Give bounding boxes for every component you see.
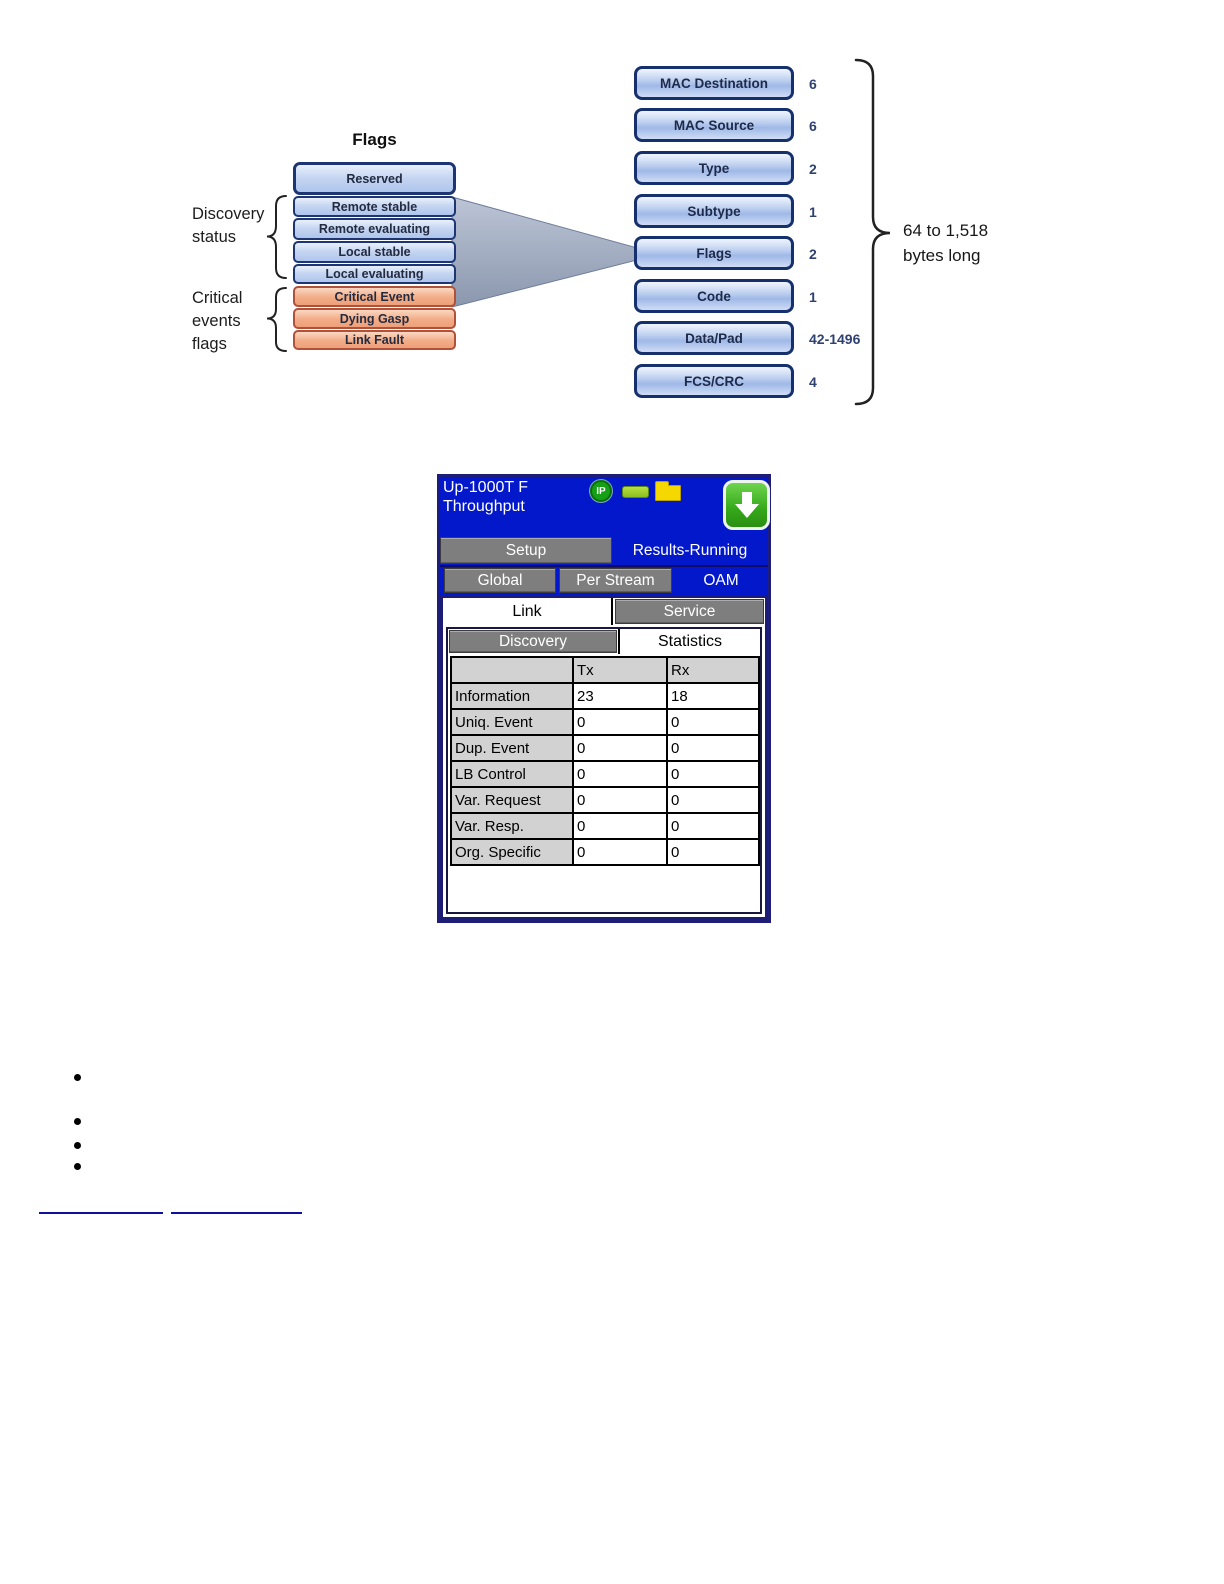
table-row	[451, 813, 759, 839]
tx-value: 0	[573, 787, 667, 813]
tab-link[interactable]: Link	[443, 598, 613, 625]
tab-setup[interactable]: Setup	[440, 537, 612, 564]
screen-title	[443, 478, 528, 516]
tx-value: 0	[573, 735, 667, 761]
critical-events-line1: Critical	[192, 289, 243, 307]
table-corner-cell	[451, 657, 573, 683]
field-size-fcs-crc: 4	[809, 374, 817, 390]
bullet-marker	[74, 1074, 81, 1081]
frame-length-line1: 64 to 1,518	[903, 221, 989, 240]
discovery-status-line2: status	[192, 228, 237, 246]
table-row	[451, 761, 759, 787]
device-screen	[437, 474, 771, 923]
field-size-mac-source: 6	[809, 118, 817, 134]
tab-service[interactable]: Service	[615, 599, 764, 624]
bullet-marker	[74, 1142, 81, 1149]
frame-length-brace	[856, 60, 890, 404]
tab-discovery[interactable]: Discovery	[449, 630, 617, 653]
rx-value: 0	[667, 839, 759, 865]
table-row	[451, 839, 759, 865]
bullet-marker	[74, 1163, 81, 1170]
download-arrow-button[interactable]	[723, 480, 770, 530]
column-header-tx: Tx	[573, 657, 667, 683]
frame-field-subtype: Subtype	[634, 194, 794, 228]
link-status-icon	[622, 486, 649, 498]
field-size-mac-destination: 6	[809, 76, 817, 92]
flag-box-reserved: Reserved	[293, 162, 456, 195]
critical-events-label	[192, 287, 242, 356]
frame-field-flags: Flags	[634, 236, 794, 270]
frame-length-line2: bytes long	[903, 246, 981, 265]
down-arrow-icon	[734, 491, 760, 519]
frame-field-code: Code	[634, 279, 794, 313]
field-size-data-pad: 42-1496	[809, 331, 861, 347]
tx-value: 0	[573, 813, 667, 839]
table-row	[451, 787, 759, 813]
tx-value: 0	[573, 709, 667, 735]
row-label: Dup. Event	[451, 735, 573, 761]
table-row	[451, 709, 759, 735]
flag-box-link-fault: Link Fault	[293, 330, 456, 350]
flags-expansion-connector	[452, 197, 641, 307]
oam-statistics-table	[450, 656, 760, 866]
frame-field-mac-destination: MAC Destination	[634, 66, 794, 100]
rx-value: 0	[667, 787, 759, 813]
tab-results-running[interactable]: Results-Running	[632, 542, 748, 559]
flag-box-remote-stable: Remote stable	[293, 196, 456, 217]
flag-box-local-evaluating: Local evaluating	[293, 264, 456, 284]
screen-title-line2: Throughput	[443, 498, 525, 515]
frame-field-data-pad: Data/Pad	[634, 321, 794, 355]
flag-box-critical-event: Critical Event	[293, 286, 456, 307]
rx-value: 18	[667, 683, 759, 709]
oam-content-panel	[440, 595, 768, 920]
row-label: LB Control	[451, 761, 573, 787]
footer-link-2[interactable]	[171, 1212, 302, 1214]
tab-global[interactable]: Global	[444, 568, 556, 593]
tab-oam[interactable]: OAM	[703, 572, 739, 589]
row-label: Uniq. Event	[451, 709, 573, 735]
flag-box-dying-gasp: Dying Gasp	[293, 308, 456, 329]
frame-diagram-connectors	[0, 0, 1224, 450]
column-header-rx: Rx	[667, 657, 759, 683]
critical-events-line2: events	[192, 312, 241, 330]
flag-box-remote-evaluating: Remote evaluating	[293, 218, 456, 240]
frame-field-type: Type	[634, 151, 794, 185]
critical-events-line3: flags	[192, 335, 227, 353]
discovery-status-line1: Discovery	[192, 205, 265, 223]
bullet-marker	[74, 1118, 81, 1125]
table-header-row	[451, 657, 759, 683]
tab-statistics[interactable]: Statistics	[618, 629, 760, 654]
field-size-code: 1	[809, 289, 817, 305]
tab-row-divider	[440, 565, 768, 567]
discovery-brace	[267, 196, 286, 278]
folder-icon	[655, 485, 681, 501]
row-label: Org. Specific	[451, 839, 573, 865]
field-size-flags: 2	[809, 246, 817, 262]
discovery-status-label	[192, 203, 264, 249]
frame-field-mac-source: MAC Source	[634, 108, 794, 142]
table-row	[451, 735, 759, 761]
field-size-type: 2	[809, 161, 817, 177]
rx-value: 0	[667, 735, 759, 761]
table-row	[451, 683, 759, 709]
tab-per-stream[interactable]: Per Stream	[559, 568, 672, 593]
row-label: Var. Request	[451, 787, 573, 813]
screen-title-line1: Up-1000T F	[443, 479, 529, 496]
tx-value: 0	[573, 839, 667, 865]
frame-field-fcs-crc: FCS/CRC	[634, 364, 794, 398]
link-content-panel	[446, 627, 762, 914]
ip-status-icon: IP	[590, 480, 612, 502]
tx-value: 23	[573, 683, 667, 709]
frame-length-note	[903, 218, 988, 268]
field-size-subtype: 1	[809, 204, 817, 220]
rx-value: 0	[667, 709, 759, 735]
row-label: Var. Resp.	[451, 813, 573, 839]
rx-value: 0	[667, 761, 759, 787]
tx-value: 0	[573, 761, 667, 787]
flags-diagram-title: Flags	[352, 130, 397, 149]
row-label: Information	[451, 683, 573, 709]
footer-link-1[interactable]	[39, 1212, 163, 1214]
critical-brace	[267, 288, 286, 351]
flag-box-local-stable: Local stable	[293, 241, 456, 263]
rx-value: 0	[667, 813, 759, 839]
